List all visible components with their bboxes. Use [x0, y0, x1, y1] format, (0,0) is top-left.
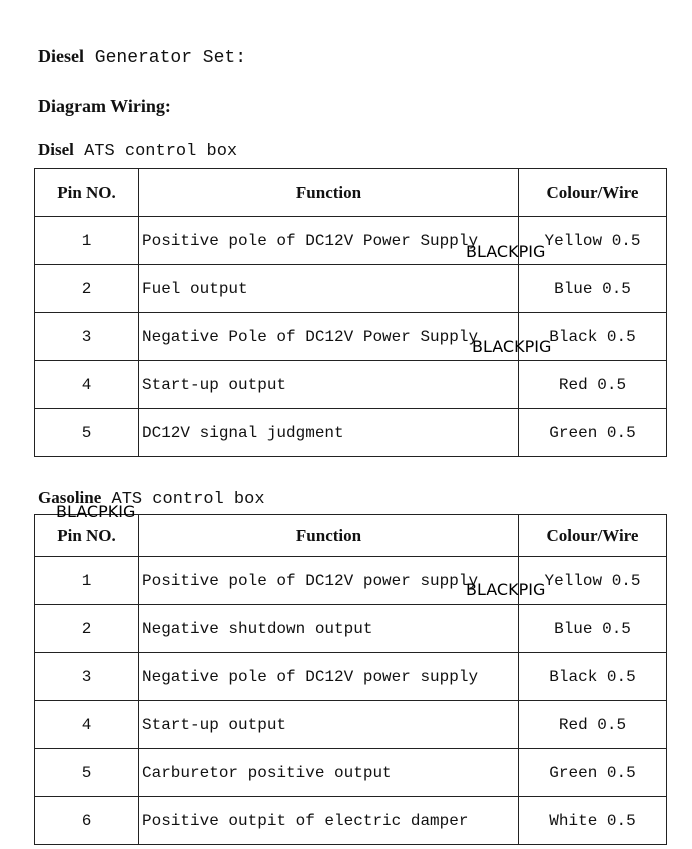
- table-row: [35, 797, 667, 845]
- function-cell: Negative shutdown output: [139, 605, 519, 653]
- function-cell: Positive outpit of electric damper: [139, 797, 519, 845]
- header-colour: Colour/Wire: [519, 515, 667, 557]
- table-header-row: [35, 169, 667, 217]
- watermark: BLACKPIG: [466, 242, 546, 261]
- colour-cell: Black 0.5: [519, 653, 667, 701]
- diesel-wiring-table: [34, 168, 667, 457]
- colour-cell: Blue 0.5: [519, 265, 667, 313]
- colour-cell: Red 0.5: [519, 361, 667, 409]
- pin-cell: 6: [35, 797, 139, 845]
- pin-cell: 2: [35, 265, 139, 313]
- table-row: [35, 605, 667, 653]
- pin-cell: 4: [35, 701, 139, 749]
- gasoline-wiring-table: [34, 514, 667, 845]
- diesel-table-caption: Disel ATS control box: [38, 140, 238, 161]
- function-cell: Fuel output: [139, 265, 519, 313]
- function-cell: DC12V signal judgment: [139, 409, 519, 457]
- function-cell: Negative pole of DC12V power supply: [139, 653, 519, 701]
- table-row: [35, 557, 667, 605]
- colour-cell: Yellow 0.5: [519, 557, 667, 605]
- header-function: Function: [139, 515, 519, 557]
- colour-cell: Black 0.5: [519, 313, 667, 361]
- colour-cell: Green 0.5: [519, 749, 667, 797]
- function-cell: Start-up output: [139, 701, 519, 749]
- table-row: [35, 701, 667, 749]
- colour-cell: Green 0.5: [519, 409, 667, 457]
- section-heading: Diagram Wiring:: [38, 96, 171, 116]
- function-cell: Positive pole of DC12V Power Supply: [139, 217, 519, 265]
- table-row: [35, 749, 667, 797]
- function-cell: Positive pole of DC12V power supply: [139, 557, 519, 605]
- header-colour: Colour/Wire: [519, 169, 667, 217]
- table-row: [35, 653, 667, 701]
- watermark: BLACKPIG: [466, 580, 546, 599]
- colour-cell: Red 0.5: [519, 701, 667, 749]
- table-row: [35, 361, 667, 409]
- pin-cell: 1: [35, 217, 139, 265]
- table-row: [35, 217, 667, 265]
- table-row: [35, 265, 667, 313]
- colour-cell: Blue 0.5: [519, 605, 667, 653]
- pin-cell: 5: [35, 749, 139, 797]
- watermark: BLACPKIG: [56, 502, 136, 521]
- pin-cell: 1: [35, 557, 139, 605]
- pin-cell: 4: [35, 361, 139, 409]
- pin-cell: 3: [35, 313, 139, 361]
- function-cell: Start-up output: [139, 361, 519, 409]
- watermark: BLACKPIG: [472, 337, 552, 356]
- table-row: [35, 313, 667, 361]
- pin-cell: 2: [35, 605, 139, 653]
- colour-cell: White 0.5: [519, 797, 667, 845]
- colour-cell: Yellow 0.5: [519, 217, 667, 265]
- function-cell: Carburetor positive output: [139, 749, 519, 797]
- pin-cell: 3: [35, 653, 139, 701]
- header-function: Function: [139, 169, 519, 217]
- pin-cell: 5: [35, 409, 139, 457]
- document-title: Diesel Generator Set:: [38, 46, 247, 68]
- function-cell: Negative Pole of DC12V Power Supply: [139, 313, 519, 361]
- table-row: [35, 409, 667, 457]
- header-pin: Pin NO.: [35, 515, 139, 557]
- header-pin: Pin NO.: [35, 169, 139, 217]
- gasoline-table-caption: Gasoline ATS control box: [38, 488, 265, 509]
